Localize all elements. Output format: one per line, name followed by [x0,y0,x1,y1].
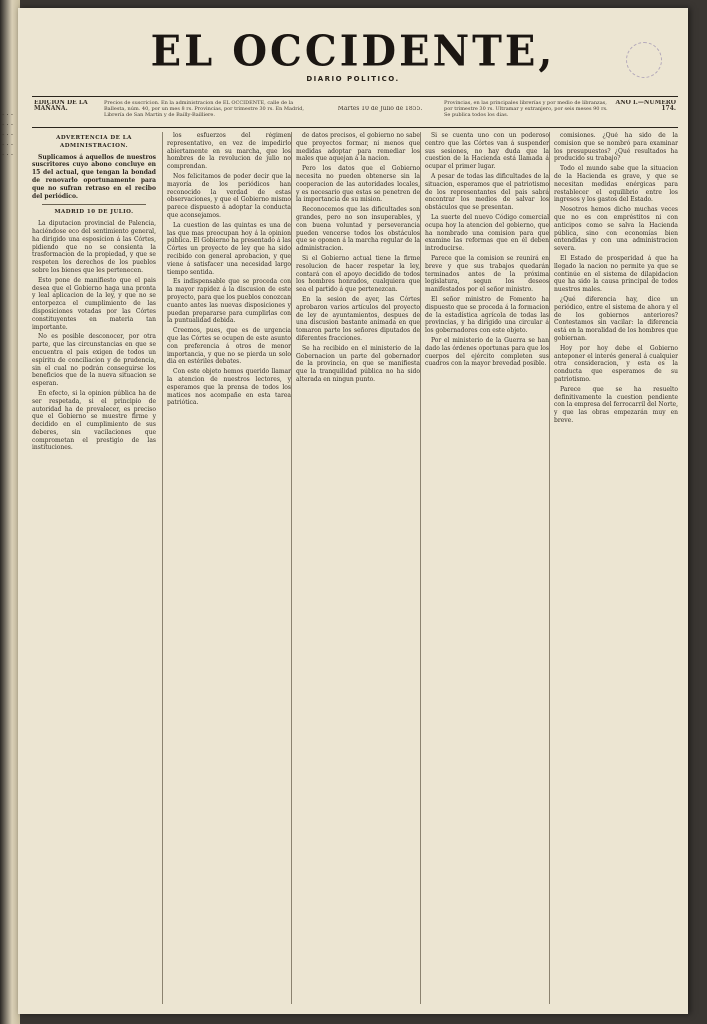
subscription-notice: Suplicamos á aquellos de nuestros suscritores cuyo abono concluye en 15 del actual, que tengan la bondad de renovarlo oportunamente para que no sufran retraso en el recibo del periódico. [32,153,156,200]
article-columns [32,132,678,1004]
dateline: MADRID 10 DE JULIO. [54,209,134,216]
paragraph: ¿Qué diferencia hay, dice un periódico, entre el sistema de ahora y el de los gobiernos anteriores? Contestamos sin vacilar: la diferencia está en la moralidad de los hombres que gobiernan. [554,295,678,342]
newspaper-title: EL OCCIDENTE, [150,26,556,77]
provincial-prices: Provincias, en las principales librerías y por medio de libranzas, por trimestre 30 rs. Ultramar y extranjero, por seis meses 90 rs. Se publica todos los dias. [444,100,608,118]
paragraph: Creemos, pues, que es de urgencia que las Córtes se ocupen de este asunto con preferencia á otros de menor importancia, y que no se pierda un solo dia en estériles debates. [167,327,291,366]
paragraph: La cuestion de las quintas es una de las que mas preocupan hoy á la opinion pública. El Gobierno ha presentado á las Córtes un proyecto de ley que ha sido recibido con general aprobacion, y que viene á satisfacer una necesidad largo tiempo sentida. [167,221,291,276]
column-4 [420,132,549,1004]
paragraph: Si se cuenta uno con un poderoso centro que las Córtes van á suspender sus sesiones, no hay duda que la cuestion de la Hacienda está llamada á ocupar el primer lugar. [425,132,549,171]
paragraph: Se ha recibido en el ministerio de la Gobernacion un parte del gobernador de la provincia, en que se manifiesta que la tranquilidad pública no ha sido alterada en ningun punto. [296,344,420,383]
paragraph: En la sesion de ayer, las Córtes aprobaron varios artículos del proyecto de ley de ayuntamientos, despues de una discusion bastante animada en que tomaron parte los señores diputados de diferentes fracciones. [296,295,420,342]
previous-page-fragment: · · · · · · · · · · · · · · · [2,111,14,159]
issue-number: AÑO I.—NUMERO 174. [615,100,676,112]
column-2 [162,132,291,1004]
paragraph: La suerte del nuevo Código comercial ocupa hoy la atencion del gobierno, que ha nombrado una comision para que examine las reformas que en él deben introducirse. [425,213,549,253]
divider [42,204,146,205]
subscription-prices: Precios de suscricion. En la administracion de EL OCCIDENTE, calle de la Ballesta, núm. 40, por un mes 8 rs. Provincias, por trimestre 30 rs. En Madrid, Librería de San Martin y de Bailly-Bailliere. [104,100,304,118]
paragraph: Parece que se ha resuelto definitivamente la cuestion pendiente con la empresa del ferrocarril del Norte, y que las obras empezarán muy en breve. [554,385,678,424]
paragraph: Esto pone de manifiesto que el pais desea que el Gobierno haga una pronta y leal aplicacion de la ley, y que no se entorpezca el cumplimiento de las disposiciones votadas por las Córtes constituyentes en materia tan importante. [32,276,156,331]
paragraph: A pesar de todas las dificultades de la situacion, esperamos que el patriotismo de los representantes del pais sabrá encontrar los medios de salvar los obstáculos que se presentan. [425,172,549,212]
paragraph: Reconocemos que las dificultades son grandes, pero no son insuperables, y con buena voluntad y perseverancia pueden vencerse todos los obstáculos que se oponen á la marcha regular de la administracion. [296,206,420,253]
paragraph: Parece que la comision se reunirá en breve y que sus trabajos quedarán terminados antes de la próxima legislatura, segun los deseos manifestados por el señor ministro. [425,254,549,294]
paragraph: Si el Gobierno actual tiene la firme resolucion de hacer respetar la ley, contará con el apoyo decidido de todos los hombres honrados, cualquiera que sea el partido á que pertenezcan. [296,254,420,294]
info-bar [32,96,678,128]
column-3 [291,132,420,1004]
paragraph: La diputacion provincial de Palencia, haciéndose eco del sentimiento general, ha dirigido una esposicion á las Córtes, pidiendo que no se consienta la trasformacion de la propiedad, y que se respeten los derechos de los pueblos sobre los bienes que les pertenecen. [32,220,156,274]
paragraph: No es posible desconocer, por otra parte, que las circunstancias en que se encuentra el pais exigen de todos un espíritu de conciliacion y de prudencia, sin el cual no podrán conseguirse los beneficios que de la nueva situacion se esperan. [32,333,156,388]
paragraph: Con este objeto hemos querido llamar la atencion de nuestros lectores, y esperamos que la prensa de todos los matices nos acompañe en esta tarea patriótica. [167,368,291,407]
library-stamp [626,42,662,78]
paragraph: comisiones. ¿Qué ha sido de la comision que se nombró para examinar los presupuestos? ¿Qué resultados ha producido su trabajo? [554,132,678,163]
paragraph: los esfuerzos del régimen representativo, en vez de impedirlo abiertamente en su marcha, que los hombres de la revolucion de julio no comprendan. [167,132,291,171]
masthead [18,26,688,83]
issue-date: Martes 10 de Julio de 1855. [337,106,423,112]
paragraph: El Estado de prosperidad á que ha llegado la nacion no permite ya que se continúe en el sistema de dilapidacion que ha sido la causa principal de todos nuestros males. [554,254,678,294]
paragraph: Por el ministerio de la Guerra se han dado las órdenes oportunas para que los cuerpos del ejército completen sus cuadros con la mayor brevedad posible. [425,336,549,368]
paragraph: Nos felicitamos de poder decir que la mayoría de los periódicos han reconocido la verdad de estas observaciones, y que el Gobierno mismo parece dispuesto á adoptar la conducta que aconsejamos. [167,172,291,219]
paragraph: Es indispensable que se proceda con la mayor rapidez á la discusion de este proyecto, para que los pueblos conozcan cuanto antes las nuevas disposiciones y puedan prepararse para cumplirlas con la puntualidad debida. [167,278,291,325]
paragraph: Pero los datos que el Gobierno necesita no pueden obtenerse sin la cooperacion de las autoridades locales, y es necesario que estas se penetren de la importancia de su mision. [296,165,420,204]
paragraph: de datos precisos, el gobierno no sabe que proyectos formar, ni menos que medidas adoptar para remediar los males que aquejan á la nacion. [296,132,420,163]
paragraph: Todo el mundo sabe que la situacion de la Hacienda es grave, y que se necesitan medidas enérgicas para restablecer el equilibrio entre los ingresos y los gastos del Estado. [554,165,678,204]
edition-label: EDICION DE LA MAÑANA. [34,100,88,112]
paragraph: En efecto, si la opinion pública ha de ser respetada, si el principio de autoridad ha de prevalecer, es preciso que el Gobierno se muestre firme y decidido en el cumplimiento de sus deberes, sin vacilaciones que comprometan el prestigio de las instituciones. [32,389,156,452]
column-1 [32,132,156,1004]
paragraph: Nosotros hemos dicho muchas veces que no es con empréstitos ni con anticipos como se salva la Hacienda pública, sino con economías bien entendidas y con una administracion severa. [554,206,678,253]
newspaper-page [18,8,688,1014]
newspaper-subtitle: DIARIO POLITICO. [306,75,400,83]
paragraph: El señor ministro de Fomento ha dispuesto que se proceda á la formacion de la estadística agrícola de todas las provincias, y ha dirigido una circular á los gobernadores con este objeto. [425,295,549,335]
paragraph: Hoy por hoy debe el Gobierno anteponer el interés general á cualquier otra consideracion, y esta es la conducta que esperamos de su patriotismo. [554,344,678,383]
column-5 [549,132,678,1004]
previous-page-edge [0,0,20,1024]
column-heading: ADVERTENCIA DE LA ADMINISTRACION. [56,135,132,149]
